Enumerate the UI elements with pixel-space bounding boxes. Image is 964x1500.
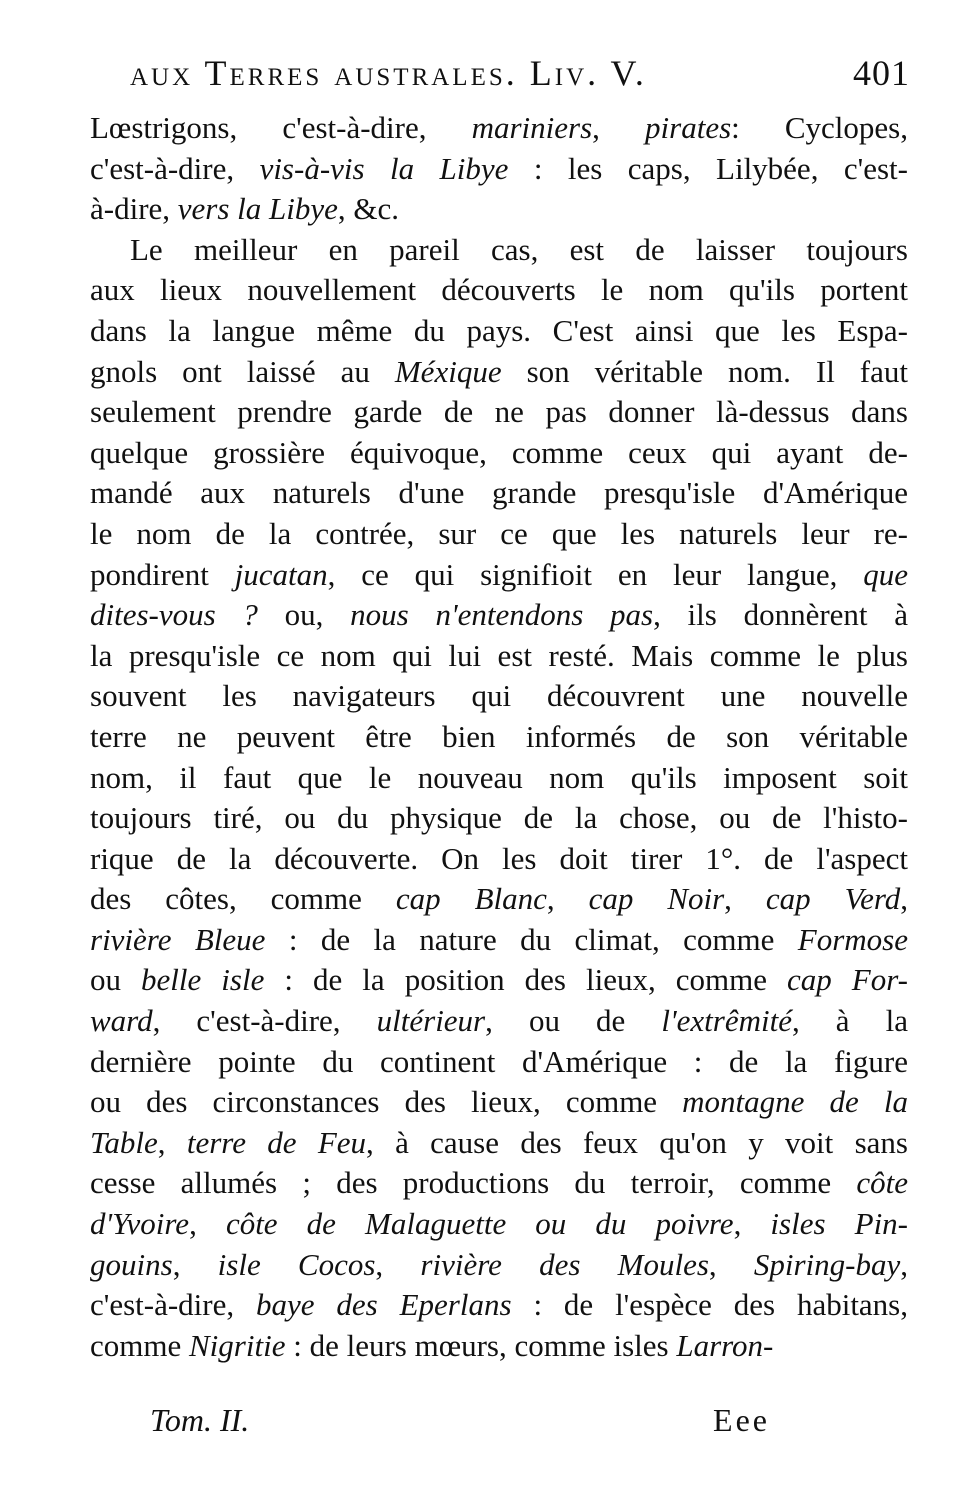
text-line	[90, 595, 908, 636]
roman-text: à-dire,	[90, 191, 178, 227]
roman-text: seulement prendre garde de ne pas donner là-dessus dans	[90, 394, 908, 430]
italic-text: Méxique	[394, 353, 502, 389]
italic-text: baye des Eperlans	[256, 1287, 512, 1323]
italic-text: mariniers	[471, 110, 593, 145]
roman-text: ,	[189, 1206, 226, 1242]
roman-text: : de la nature du climat, comme	[265, 921, 798, 957]
roman-text: ou des circonstances des lieux, comme	[90, 1084, 683, 1120]
page-number: 401	[853, 53, 910, 93]
roman-text: , ce qui signifioit en leur langue,	[327, 556, 864, 592]
italic-text: cap Blanc	[395, 881, 547, 917]
roman-text: quelque grossière équivoque, comme ceux qui ayant de-	[90, 434, 908, 470]
roman-text: , à cause des feux qu'on y voit sans	[366, 1124, 908, 1160]
italic-text: vers la Libye	[177, 191, 338, 227]
roman-text: la presqu'isle ce nom qui lui est resté. Mais comme le plus	[90, 637, 908, 673]
text-line	[90, 717, 908, 758]
roman-text: : de la position des lieux, comme	[264, 962, 788, 998]
italic-text: l'extrêmité	[661, 1003, 792, 1039]
italic-text: montagne de la	[682, 1084, 908, 1120]
roman-text: , ou de	[485, 1003, 662, 1039]
italic-text: Nigritie	[189, 1327, 286, 1363]
text-line	[90, 311, 908, 352]
text-line	[90, 1245, 908, 1286]
italic-text: côte de Malaguette ou du poivre	[225, 1206, 734, 1242]
italic-text: nous n'entendons pas	[350, 597, 654, 633]
roman-text: mandé aux naturels d'une grande presqu'isle d'Amérique	[90, 475, 908, 511]
roman-text: , c'est-à-dire,	[152, 1003, 377, 1039]
signature-mark: Eee	[713, 1402, 770, 1438]
italic-text: dites-vous ?	[90, 597, 258, 633]
roman-text: ,	[733, 1206, 771, 1242]
text-line	[90, 230, 908, 271]
italic-text: ultérieur	[376, 1003, 486, 1039]
roman-text: c'est-à-dire,	[90, 150, 260, 186]
page-header	[130, 44, 910, 100]
roman-text: ,	[375, 1246, 421, 1282]
roman-text: le nom de la contrée, sur ce que les naturels leur re-	[90, 515, 908, 551]
text-line	[90, 1285, 908, 1326]
roman-text: souvent les navigateurs qui découvrent une nouvelle	[90, 678, 908, 714]
italic-text: cap Noir	[588, 881, 725, 917]
roman-text: ,	[900, 881, 909, 917]
text-line	[90, 392, 908, 433]
italic-text: rivière Bleue	[90, 921, 266, 957]
italic-text: vis-à-vis la Libye	[259, 150, 509, 186]
italic-text: pirates	[645, 110, 732, 145]
italic-text: Table	[90, 1124, 158, 1160]
italic-text: cap Verd	[765, 881, 901, 917]
roman-text: son véritable nom. Il faut	[501, 353, 908, 389]
volume-label: Tom. II.	[150, 1402, 250, 1438]
italic-text: Spiring-bay	[753, 1246, 901, 1282]
roman-text: ,	[724, 881, 766, 917]
text-line	[90, 676, 908, 717]
italic-text: Formose	[797, 921, 908, 957]
roman-text: rique de la découverte. On les doit tirer 1°. de l'aspect	[90, 840, 908, 876]
running-title: aux Terres australes. Liv. V.	[130, 53, 647, 93]
italic-text: que	[863, 556, 908, 592]
text-line	[90, 108, 908, 149]
italic-text: côte	[856, 1165, 908, 1201]
roman-text: Lœstrigons, c'est-à-dire,	[90, 110, 472, 145]
roman-text: : les caps, Lilybée, c'est-	[508, 150, 908, 186]
text-line	[90, 149, 908, 190]
text-line	[90, 555, 908, 596]
text-line	[90, 1163, 908, 1204]
italic-text: isle Cocos	[217, 1246, 376, 1282]
text-line	[90, 1001, 908, 1042]
text-line	[90, 636, 908, 677]
roman-text: , à la	[791, 1003, 909, 1039]
roman-text: ,	[900, 1246, 908, 1282]
italic-text: jucatan	[234, 556, 328, 592]
text-line	[90, 433, 908, 474]
text-line	[90, 189, 908, 230]
text-line	[90, 839, 908, 880]
roman-text: cesse allumés ; des productions du terroir, comme	[90, 1165, 857, 1201]
text-line	[90, 1123, 908, 1164]
roman-text: : Cyclopes,	[731, 110, 908, 145]
italic-text: d'Yvoire	[90, 1206, 190, 1242]
roman-text: ,	[172, 1246, 218, 1282]
italic-text: gouins	[90, 1246, 173, 1282]
text-line	[90, 1204, 908, 1245]
roman-text: , &c.	[337, 191, 400, 227]
roman-text: c'est-à-dire,	[90, 1287, 257, 1323]
text-line	[90, 920, 908, 961]
roman-text: dans la langue même du pays. C'est ainsi que les Espa-	[90, 312, 908, 348]
roman-text: ,	[546, 881, 589, 917]
body-text	[90, 108, 908, 1366]
roman-text: ,	[592, 110, 646, 145]
text-line	[90, 352, 908, 393]
roman-text: gnols ont laissé au	[90, 353, 395, 389]
roman-text: , ils donnèrent à	[653, 597, 909, 633]
roman-text: nom, il faut que le nouveau nom qu'ils imposent soit	[90, 759, 908, 795]
roman-text: : de l'espèce des habitans,	[511, 1287, 908, 1323]
italic-text: cap For-	[787, 962, 909, 998]
roman-text: pondirent	[90, 556, 235, 592]
text-line	[90, 1082, 908, 1123]
text-line	[90, 1326, 908, 1367]
roman-text: dernière pointe du continent d'Amérique : de la figure	[90, 1043, 908, 1079]
text-line	[90, 1042, 908, 1083]
roman-text: : de leurs mœurs, comme isles	[285, 1327, 677, 1363]
roman-text: toujours tiré, ou du physique de la chose, ou de l'histo-	[90, 800, 908, 836]
roman-text: ,	[157, 1124, 187, 1160]
text-line	[90, 473, 908, 514]
roman-text: ou,	[257, 597, 351, 633]
italic-text: ward	[90, 1003, 153, 1039]
text-line	[90, 960, 908, 1001]
italic-text: rivière des Moules	[420, 1246, 709, 1282]
italic-text: terre de Feu	[186, 1124, 367, 1160]
roman-text: ,	[708, 1246, 754, 1282]
roman-text: aux lieux nouvellement découverts le nom qu'ils portent	[90, 272, 908, 308]
roman-text: Le meilleur en pareil cas, est de laisser toujours	[130, 231, 908, 267]
roman-text: ou	[90, 962, 142, 998]
italic-text: belle isle	[141, 962, 265, 998]
text-line	[90, 758, 908, 799]
roman-text: terre ne peuvent être bien informés de son véritable	[90, 718, 908, 754]
italic-text: Larron-	[676, 1327, 774, 1363]
text-line	[90, 270, 908, 311]
text-line	[90, 798, 908, 839]
text-line	[90, 514, 908, 555]
italic-text: isles Pin-	[770, 1206, 909, 1242]
text-line	[90, 879, 908, 920]
page-footer	[150, 1402, 770, 1452]
roman-text: comme	[90, 1327, 189, 1363]
roman-text: des côtes, comme	[90, 881, 396, 917]
